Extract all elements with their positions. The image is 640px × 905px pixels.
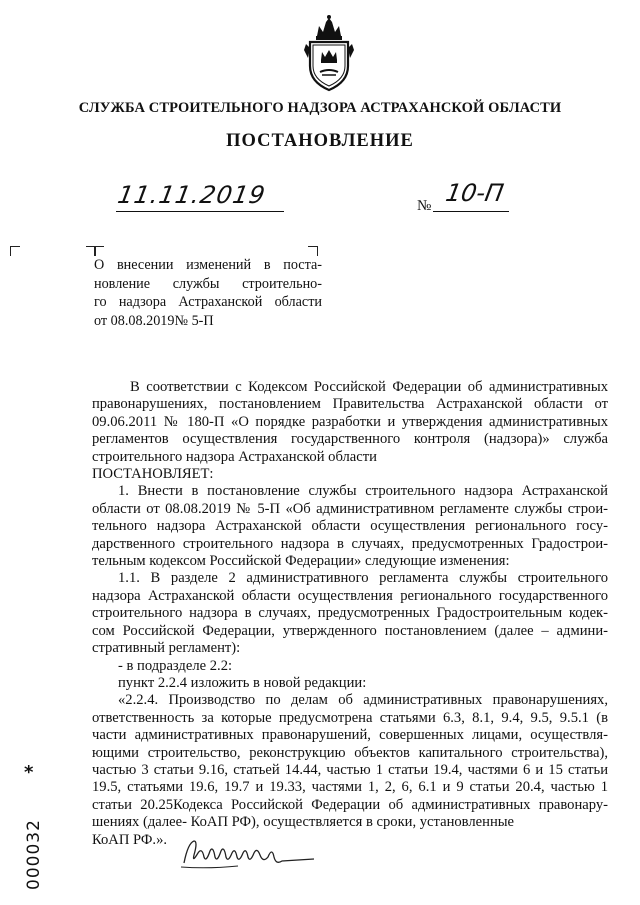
body-line: строительного надзора Астраханской области <box>92 448 377 465</box>
body-line: КоАП РФ.». <box>92 831 168 848</box>
subject-line: го надзора Астраханской области <box>94 294 322 310</box>
corner-mark <box>94 246 104 256</box>
body-line: статьи 20.25Кодекса Российской Федерации об административных правонару- <box>92 796 608 813</box>
body-line: В соответствии с Кодексом Российской Федерации об административных <box>130 379 608 395</box>
subject-block <box>94 256 322 330</box>
number-label: № <box>417 198 432 214</box>
document-body <box>92 379 608 849</box>
number-underline <box>433 211 509 212</box>
body-line: части административных правонарушений, совершенных лицами, осуществля- <box>92 727 608 744</box>
body-line: 1. Внести в постановление службы строительного надзора Астраханской <box>118 483 608 500</box>
body-line: шениях (далее- КоАП РФ), осуществляется в сроки, установленные <box>92 814 515 831</box>
body-line: частью 3 статьи 9.16, статьей 14.44, частью 1 статьи 19.4, частями 6 и 15 статьи <box>92 761 608 778</box>
corner-mark <box>10 246 20 256</box>
subject-line: от 08.08.2019№ 5-П <box>94 312 214 329</box>
body-line: тельным кодексом Российской Федерации» следующие изменения: <box>92 553 510 570</box>
body-line: сом Российской Федерации, утвержденного постановлением (далее – админи- <box>92 622 608 639</box>
agency-name: СЛУЖБА СТРОИТЕЛЬНОГО НАДЗОРА АСТРАХАНСКОЙ ОБЛАСТИ <box>78 100 562 116</box>
stamp-number: 000032 <box>24 819 44 890</box>
body-line: ответственность за которые предусмотрена статьями 6.3, 8.1, 9.4, 9.5, 9.5.1 (в <box>92 709 608 726</box>
corner-mark <box>308 246 318 256</box>
document-type-title: ПОСТАНОВЛЕНИЕ <box>226 131 414 151</box>
body-line: регламентов осуществления государственного контроля (надзора)» служба <box>92 431 608 448</box>
body-line: области от 08.08.2019 № 5-П «Об административном регламенте службы строи- <box>92 500 608 517</box>
resolves-heading: ПОСТАНОВЛЯЕТ: <box>92 466 214 483</box>
body-line: «2.2.4. Производство по делам об административных правонарушениях, <box>118 692 608 709</box>
registry-stamp <box>22 762 46 892</box>
handwritten-signature <box>178 833 318 871</box>
subject-line: новление службы строительно- <box>94 275 322 292</box>
body-line: 19.5, статьями 19.6, 19.7 и 19.33, частями 1, 2, 6, 6.1 и 9 статьи 20.4, частью 1 <box>92 779 608 796</box>
body-line: дарственного строительного надзора в случаях, предусмотренных Градострои- <box>92 535 608 552</box>
body-line: стративный регламент): <box>92 640 241 657</box>
body-line: правонарушениях, постановлением Правительства Астраханской области от <box>92 396 608 413</box>
body-line: ющими строительство, реконструкцию объектов капитального строительства), <box>92 744 608 761</box>
coat-of-arms-emblem <box>300 14 358 92</box>
subject-line: О внесении изменений в поста- <box>94 257 322 273</box>
body-line: - в подразделе 2.2: <box>118 657 233 674</box>
body-line: тельного надзора Астраханской области осуществления регионального госу- <box>92 518 608 535</box>
stamp-asterisk: * <box>24 762 34 783</box>
body-line: строительного надзора в случаях, предусмотренных Градостроительным кодек- <box>92 605 608 622</box>
document-date: 11.11.2019 <box>115 181 268 209</box>
document-number: 10-П <box>443 179 506 207</box>
body-line: надзора Астраханской области осуществления регионального государственного <box>92 587 608 604</box>
date-underline <box>116 211 284 212</box>
body-line: 1.1. В разделе 2 административного регламента службы строительного <box>118 570 608 587</box>
body-line: пункт 2.2.4 изложить в новой редакции: <box>118 674 367 691</box>
body-line: 09.06.2011 № 180-П «О порядке разработки и утверждения административных <box>92 413 608 430</box>
